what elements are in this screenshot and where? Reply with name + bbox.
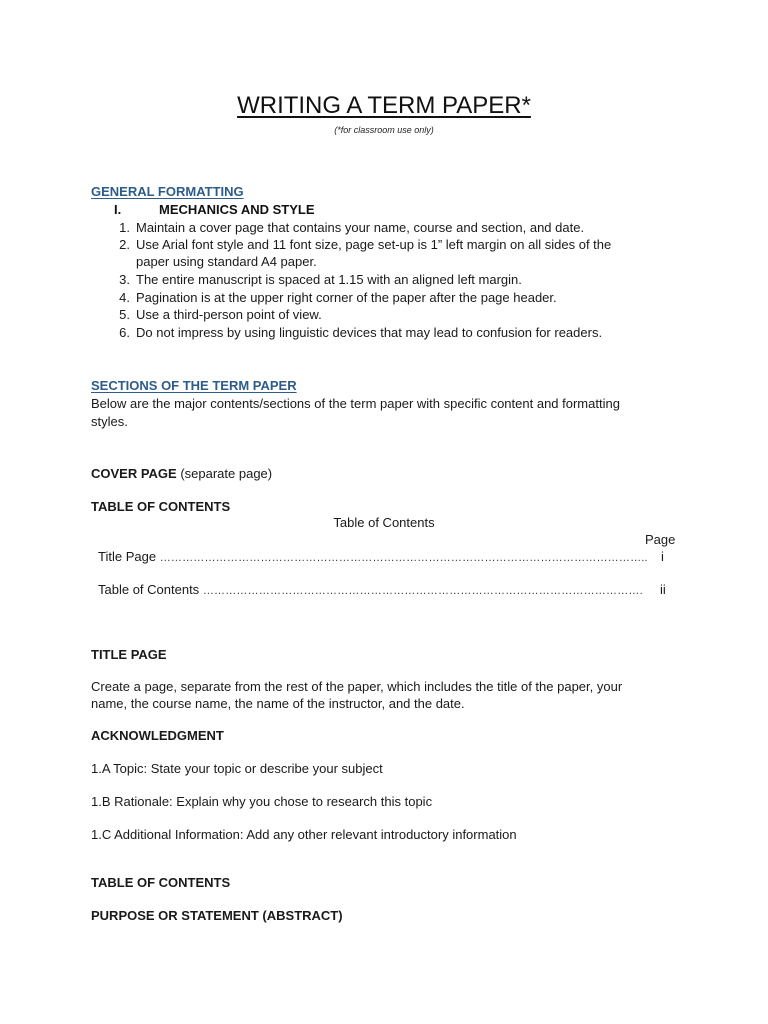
- list-item-text: Do not impress by using linguistic devices that may lead to confusion for readers.: [136, 325, 603, 340]
- title-page-heading: TITLE PAGE: [91, 647, 167, 662]
- sections-heading: SECTIONS OF THE TERM PAPER: [91, 378, 297, 393]
- list-item-number: 2.: [119, 237, 130, 252]
- general-formatting-heading: GENERAL FORMATTING: [91, 184, 244, 199]
- toc-entry-label: Table of Contents: [98, 582, 200, 597]
- list-item-number: 6.: [119, 325, 130, 340]
- list-item-text: The entire manuscript is spaced at 1.15 with an aligned left margin.: [136, 272, 522, 287]
- acknowledgment-heading: ACKNOWLEDGMENT: [91, 728, 224, 743]
- toc-entry-leader: …………………………………………………………………………………………………………………..: [159, 552, 648, 564]
- acknowledgment-item: 1.C Additional Information: Add any other relevant introductory information: [91, 827, 517, 842]
- sections-intro-text: Below are the major contents/sections of the term paper with specific content and formatting: [91, 396, 620, 411]
- toc-heading-2: TABLE OF CONTENTS: [91, 875, 231, 890]
- toc-entry-leader: ……………………………………………………………………………………………………….: [202, 585, 643, 597]
- list-item-text: Use a third-person point of view.: [136, 307, 322, 322]
- cover-page-heading: [91, 466, 272, 481]
- purpose-heading: PURPOSE OR STATEMENT (ABSTRACT): [91, 908, 343, 923]
- list-item-text-continued: paper using standard A4 paper.: [136, 254, 317, 269]
- toc-entry-label: Title Page: [98, 549, 157, 564]
- list-item-number: 4.: [119, 290, 130, 305]
- toc-entry-page: i: [661, 549, 664, 564]
- acknowledgment-item: 1.A Topic: State your topic or describe your subject: [91, 761, 383, 776]
- page-title: WRITING A TERM PAPER*: [237, 92, 531, 119]
- toc-page-column-label: Page: [645, 532, 676, 547]
- cover-page-note: (separate page): [176, 466, 273, 481]
- page-subtitle: (*for classroom use only): [334, 125, 434, 135]
- toc-sample-title: Table of Contents: [333, 515, 435, 530]
- list-item-number: 3.: [119, 272, 130, 287]
- toc-entry: [98, 582, 643, 597]
- toc-heading: TABLE OF CONTENTS: [91, 499, 231, 514]
- subsection-title: MECHANICS AND STYLE: [159, 202, 315, 217]
- list-item-text: Maintain a cover page that contains your name, course and section, and date.: [136, 220, 585, 235]
- list-item-number: 5.: [119, 307, 130, 322]
- cover-page-heading-label: COVER PAGE: [91, 466, 177, 481]
- sections-intro-text-continued: styles.: [91, 414, 128, 429]
- list-item-number: 1.: [119, 220, 130, 235]
- list-item-text: Pagination is at the upper right corner of the paper after the page header.: [136, 290, 557, 305]
- subsection-numeral: I.: [114, 202, 122, 217]
- list-item-text: Use Arial font style and 11 font size, page set-up is 1” left margin on all sides of the: [136, 237, 612, 252]
- title-page-text: Create a page, separate from the rest of the paper, which includes the title of the paper, your: [91, 679, 623, 694]
- toc-entry-page: ii: [660, 582, 666, 597]
- title-page-text-continued: name, the course name, the name of the instructor, and the date.: [91, 696, 465, 711]
- acknowledgment-item: 1.B Rationale: Explain why you chose to research this topic: [91, 794, 433, 809]
- toc-entry: [98, 549, 648, 564]
